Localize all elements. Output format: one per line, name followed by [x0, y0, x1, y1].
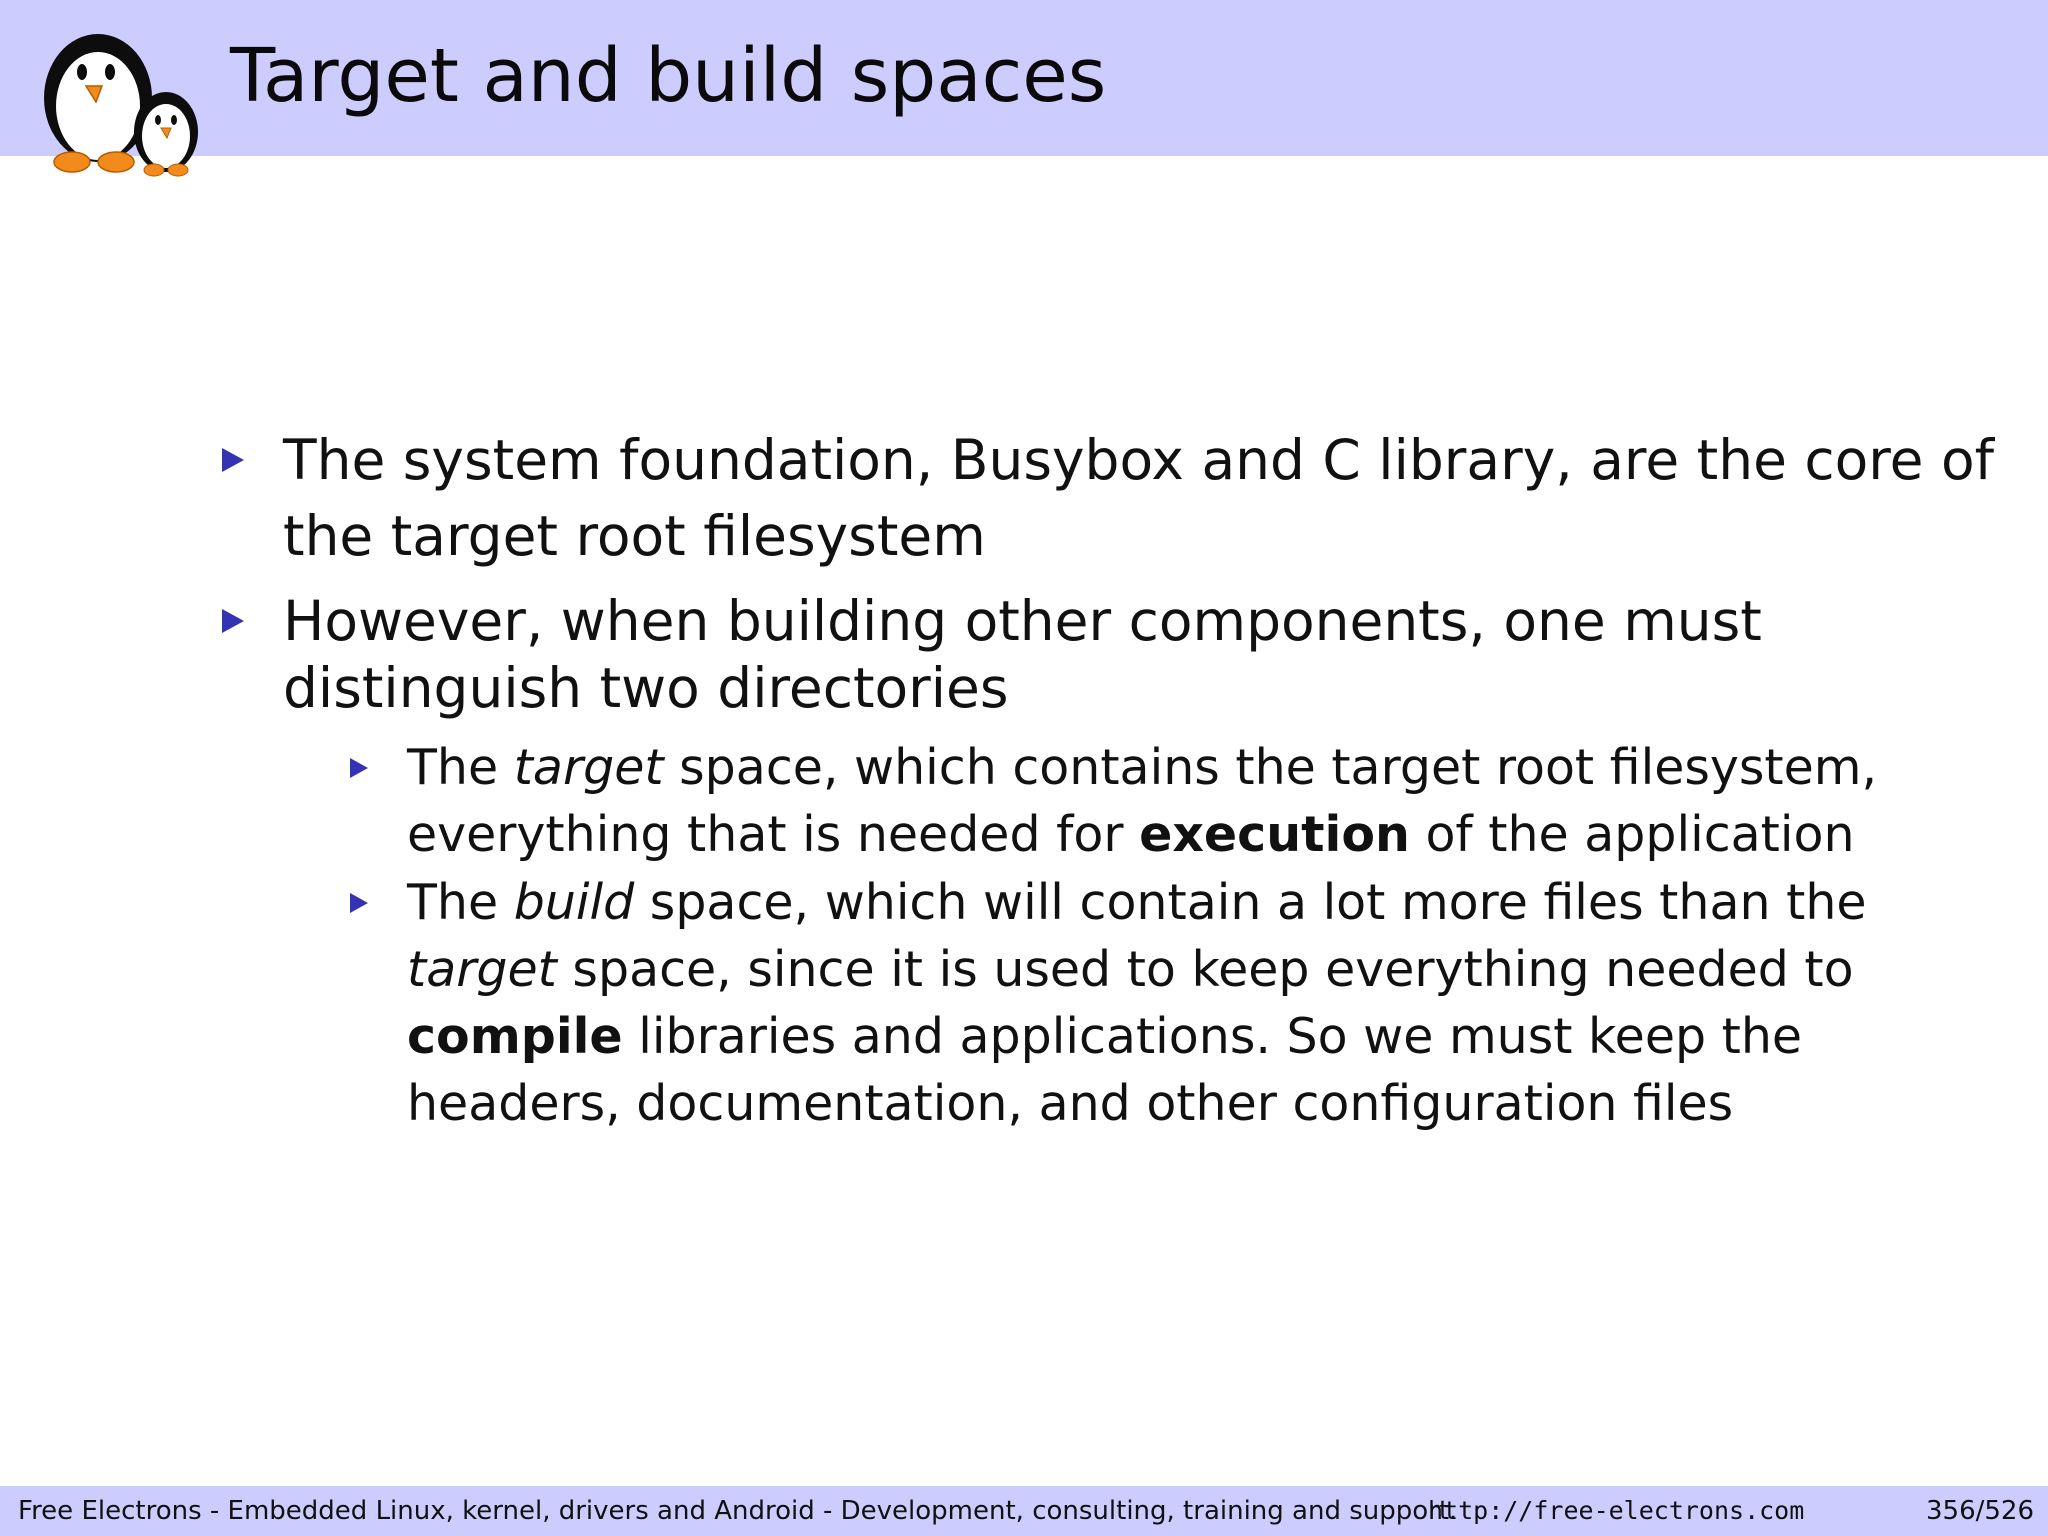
- bullet-2-line-1: However, when building other components, one must: [283, 589, 1762, 653]
- text-run: The: [407, 739, 514, 796]
- bullet-1-line-2: the target root filesystem: [283, 504, 986, 568]
- footer-url-link[interactable]: http://free-electrons.com: [1428, 1496, 1805, 1525]
- bullet-marker-icon: [222, 609, 244, 633]
- subbullet-1-line-1: [407, 736, 1877, 800]
- page-number: 356/526: [1925, 1496, 2034, 1526]
- subbullet-2-line-2: [407, 938, 1854, 1002]
- footer-description: Free Electrons - Embedded Linux, kernel, drivers and Android - Development, consulting, training and support.: [18, 1496, 1458, 1526]
- subbullet-1-line-2: [407, 803, 1855, 867]
- emphasis-target: target: [513, 739, 664, 796]
- bullet-1-line-1: The system foundation, Busybox and C library, are the core of: [283, 428, 1995, 492]
- subbullet-2-line-4: headers, documentation, and other configuration files: [407, 1075, 1734, 1132]
- text-run: space, which contains the target root filesystem,: [663, 739, 1878, 796]
- subbullet-2-line-3: [407, 1005, 1802, 1069]
- strong-execution: execution: [1139, 806, 1410, 863]
- subbullet-marker-icon: [350, 758, 368, 778]
- text-run: everything that is needed for: [407, 806, 1140, 863]
- subbullet-marker-icon: [350, 893, 368, 913]
- slide-title: Target and build spaces: [230, 33, 1107, 119]
- bullet-marker-icon: [222, 448, 244, 472]
- emphasis-target: target: [407, 941, 557, 998]
- bullet-2-line-2: distinguish two directories: [283, 656, 1009, 720]
- text-run: space, since it is used to keep everything needed to: [556, 941, 1854, 998]
- text-run: space, which will contain a lot more files than the: [634, 874, 1867, 931]
- text-run: of the application: [1409, 806, 1855, 863]
- strong-compile: compile: [407, 1008, 623, 1065]
- emphasis-build: build: [513, 874, 635, 931]
- text-run: libraries and applications. So we must keep the: [622, 1008, 1803, 1065]
- subbullet-2-line-1: [407, 871, 1867, 935]
- text-run: The: [407, 874, 514, 931]
